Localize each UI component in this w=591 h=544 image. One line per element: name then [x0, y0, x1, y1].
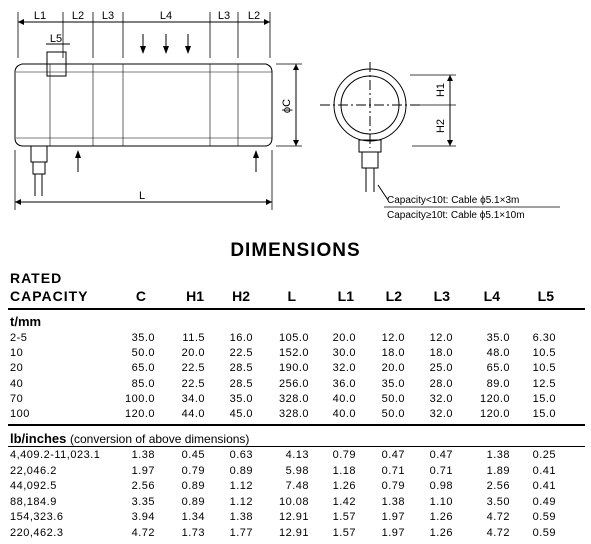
- cell-l5: 15.0: [532, 408, 556, 420]
- cell-l: 190.0: [278, 362, 309, 375]
- table-row: [0, 378, 591, 392]
- cell-l1: 30.0: [332, 347, 356, 360]
- cell-l4: 4.72: [486, 527, 510, 539]
- cell-l: 328.0: [278, 392, 309, 405]
- cell-l: 105.0: [278, 332, 309, 344]
- capacity-cell: 20: [10, 362, 24, 375]
- cell-l4: 35.0: [486, 332, 510, 344]
- cell-l3: 0.98: [429, 480, 453, 493]
- cell-l1: 40.0: [332, 408, 356, 420]
- cell-l4: 89.0: [486, 377, 510, 390]
- imperial-note: (conversion of above dimensions): [69, 432, 250, 446]
- cell-l: 256.0: [278, 377, 309, 390]
- cell-c: 35.0: [131, 332, 155, 344]
- col-header-l4: L4: [483, 288, 500, 304]
- cell-l4: 120.0: [479, 392, 510, 405]
- cell-l2: 0.47: [381, 449, 405, 461]
- cell-c: 4.72: [131, 527, 155, 539]
- cell-l2: 20.0: [381, 362, 405, 375]
- cell-l2: 0.79: [381, 480, 405, 493]
- cell-l: 10.08: [278, 495, 309, 508]
- cell-l2: 1.97: [381, 511, 405, 524]
- cell-l5: 0.41: [532, 464, 556, 477]
- capacity-cell: 4,409.2-11,023.1: [10, 449, 101, 461]
- cell-h1: 0.79: [181, 464, 205, 477]
- cell-l5: 10.5: [532, 347, 556, 360]
- cell-h2: 16.0: [229, 332, 253, 344]
- table-row: [0, 465, 591, 479]
- cell-h2: 45.0: [229, 408, 253, 420]
- cell-c: 120.0: [124, 408, 155, 420]
- cable-note-large: Capacity≥10t: Cable ϕ5.1×10m: [387, 210, 525, 221]
- cell-l4: 4.72: [486, 511, 510, 524]
- cell-l: 12.91: [278, 511, 309, 524]
- cell-c: 2.56: [131, 480, 155, 493]
- cell-l2: 1.38: [381, 495, 405, 508]
- cell-l3: 25.0: [429, 362, 453, 375]
- metric-unit-label: t/mm: [10, 314, 42, 329]
- cell-l3: 1.26: [429, 511, 453, 524]
- cell-l4: 2.56: [486, 480, 510, 493]
- cell-l1: 1.57: [332, 511, 356, 524]
- cell-l3: 12.0: [429, 332, 453, 344]
- cell-h2: 1.77: [229, 527, 253, 539]
- table-row: [0, 332, 591, 346]
- dim-label-c: ϕC: [281, 98, 293, 114]
- cell-l1: 1.42: [332, 495, 356, 508]
- cell-h2: 28.5: [229, 377, 253, 390]
- cell-l4: 65.0: [486, 362, 510, 375]
- cell-l5: 15.0: [532, 392, 556, 405]
- cell-l5: 6.30: [532, 332, 556, 344]
- capacity-cell: 2-5: [10, 332, 28, 344]
- cell-h1: 11.5: [182, 332, 205, 344]
- cell-c: 1.38: [131, 449, 155, 461]
- load-cell-drawing: [0, 0, 591, 232]
- dim-label-h2: H2: [435, 118, 447, 134]
- cell-l3: 32.0: [429, 392, 453, 405]
- cell-l2: 35.0: [381, 377, 405, 390]
- cell-l5: 10.5: [532, 362, 556, 375]
- cell-l2: 1.97: [381, 527, 405, 539]
- cell-l3: 28.0: [429, 377, 453, 390]
- table-row: [0, 408, 591, 422]
- capacity-label: CAPACITY: [10, 288, 89, 304]
- cell-l2: 12.0: [381, 332, 405, 344]
- cell-l1: 1.26: [332, 480, 356, 493]
- capacity-cell: 40: [10, 377, 24, 390]
- cell-c: 100.0: [124, 392, 155, 405]
- cell-l3: 0.71: [429, 464, 453, 477]
- capacity-cell: 70: [10, 392, 24, 405]
- cell-l3: 1.10: [429, 495, 453, 508]
- imperial-rule: [8, 446, 585, 447]
- cell-h1: 0.89: [181, 480, 205, 493]
- capacity-cell: 154,323.6: [10, 511, 64, 524]
- cell-h2: 1.38: [229, 511, 253, 524]
- table-title: DIMENSIONS: [230, 240, 361, 261]
- table-row: [0, 527, 591, 541]
- cell-l: 328.0: [278, 408, 309, 420]
- cell-l2: 50.0: [381, 392, 405, 405]
- cell-h1: 1.34: [181, 511, 205, 524]
- dim-label-h1: H1: [435, 82, 447, 98]
- cell-c: 1.97: [131, 464, 155, 477]
- cell-l5: 0.41: [532, 480, 556, 493]
- cell-h2: 1.12: [229, 480, 253, 493]
- cell-l5: 12.5: [532, 377, 556, 390]
- cell-l4: 120.0: [479, 408, 510, 420]
- cell-h2: 1.12: [229, 495, 253, 508]
- cell-h2: 22.5: [229, 347, 253, 360]
- imperial-unit-label: lb/inches: [10, 431, 67, 446]
- cell-l3: 1.26: [429, 527, 453, 539]
- cell-c: 85.0: [131, 377, 155, 390]
- cell-h1: 1.73: [181, 527, 205, 539]
- col-header-l1: L1: [337, 288, 354, 304]
- table-row: [0, 362, 591, 376]
- col-header-h2: H2: [232, 288, 250, 304]
- cell-l2: 50.0: [381, 408, 405, 420]
- dim-label-l: L: [138, 190, 146, 202]
- cell-l3: 0.47: [429, 449, 453, 461]
- cell-l4: 1.89: [486, 464, 510, 477]
- dim-label-l3-right: L3: [217, 10, 231, 22]
- table-row: [0, 480, 591, 494]
- cell-l2: 0.71: [381, 464, 405, 477]
- cell-l1: 40.0: [332, 392, 356, 405]
- cell-l1: 20.0: [332, 332, 356, 344]
- cell-l5: 0.59: [532, 511, 556, 524]
- capacity-cell: 10: [10, 347, 24, 360]
- dim-label-l4: L4: [159, 10, 173, 22]
- cell-l1: 1.57: [332, 527, 356, 539]
- cell-h2: 0.89: [229, 464, 253, 477]
- cell-l1: 36.0: [332, 377, 356, 390]
- rated-label: RATED: [10, 270, 63, 286]
- cell-l3: 32.0: [429, 408, 453, 420]
- imperial-unit-heading: [10, 431, 249, 446]
- table-row: [0, 347, 591, 361]
- cell-h2: 28.5: [229, 362, 253, 375]
- col-header-h1: H1: [186, 288, 204, 304]
- cell-l: 5.98: [285, 464, 309, 477]
- dim-label-l5: L5: [49, 33, 63, 45]
- cell-l4: 3.50: [486, 495, 510, 508]
- cell-c: 65.0: [131, 362, 155, 375]
- cell-c: 3.35: [131, 495, 155, 508]
- header-rule: [8, 308, 585, 310]
- dim-label-l2: L2: [71, 10, 85, 22]
- cell-c: 3.94: [131, 511, 155, 524]
- col-header-l: L: [287, 288, 296, 304]
- col-header-l5: L5: [537, 288, 554, 304]
- capacity-cell: 22,046.2: [10, 464, 57, 477]
- col-header-c: C: [135, 288, 146, 304]
- table-row: [0, 496, 591, 510]
- cell-h2: 0.63: [229, 449, 253, 461]
- capacity-cell: 88,184.9: [10, 495, 57, 508]
- table-row: [0, 449, 591, 463]
- cell-l4: 48.0: [486, 347, 510, 360]
- cell-l: 12.91: [278, 527, 309, 539]
- section-rule: [8, 424, 585, 426]
- cable-note-small: Capacity<10t: Cable ϕ5.1×3m: [387, 195, 520, 206]
- cell-l: 7.48: [285, 480, 309, 493]
- col-header-l3: L3: [433, 288, 450, 304]
- capacity-cell: 220,462.3: [10, 527, 64, 539]
- cell-c: 50.0: [131, 347, 155, 360]
- cell-h1: 44.0: [181, 408, 205, 420]
- cell-h1: 0.89: [181, 495, 205, 508]
- capacity-cell: 100: [10, 408, 30, 420]
- cell-h1: 22.5: [181, 377, 205, 390]
- cell-l3: 18.0: [429, 347, 453, 360]
- cell-l1: 32.0: [332, 362, 356, 375]
- cell-l4: 1.38: [486, 449, 510, 461]
- col-header-l2: L2: [385, 288, 402, 304]
- cell-l5: 0.25: [532, 449, 556, 461]
- cell-h1: 22.5: [181, 362, 205, 375]
- cell-l1: 0.79: [332, 449, 356, 461]
- cell-h1: 20.0: [181, 347, 205, 360]
- dim-label-l3: L3: [101, 10, 115, 22]
- cell-l1: 1.18: [332, 464, 356, 477]
- cell-l5: 0.59: [532, 527, 556, 539]
- cell-l5: 0.49: [532, 495, 556, 508]
- cell-l2: 18.0: [381, 347, 405, 360]
- capacity-cell: 44,092.5: [10, 480, 57, 493]
- table-row: [0, 511, 591, 525]
- dim-label-l2-right: L2: [247, 10, 261, 22]
- cell-h1: 34.0: [181, 392, 205, 405]
- cell-h1: 0.45: [181, 449, 205, 461]
- table-row: [0, 393, 591, 407]
- cell-l: 152.0: [278, 347, 309, 360]
- cell-h2: 35.0: [229, 392, 253, 405]
- cell-l: 4.13: [285, 449, 309, 461]
- dim-label-l1: L1: [33, 10, 47, 22]
